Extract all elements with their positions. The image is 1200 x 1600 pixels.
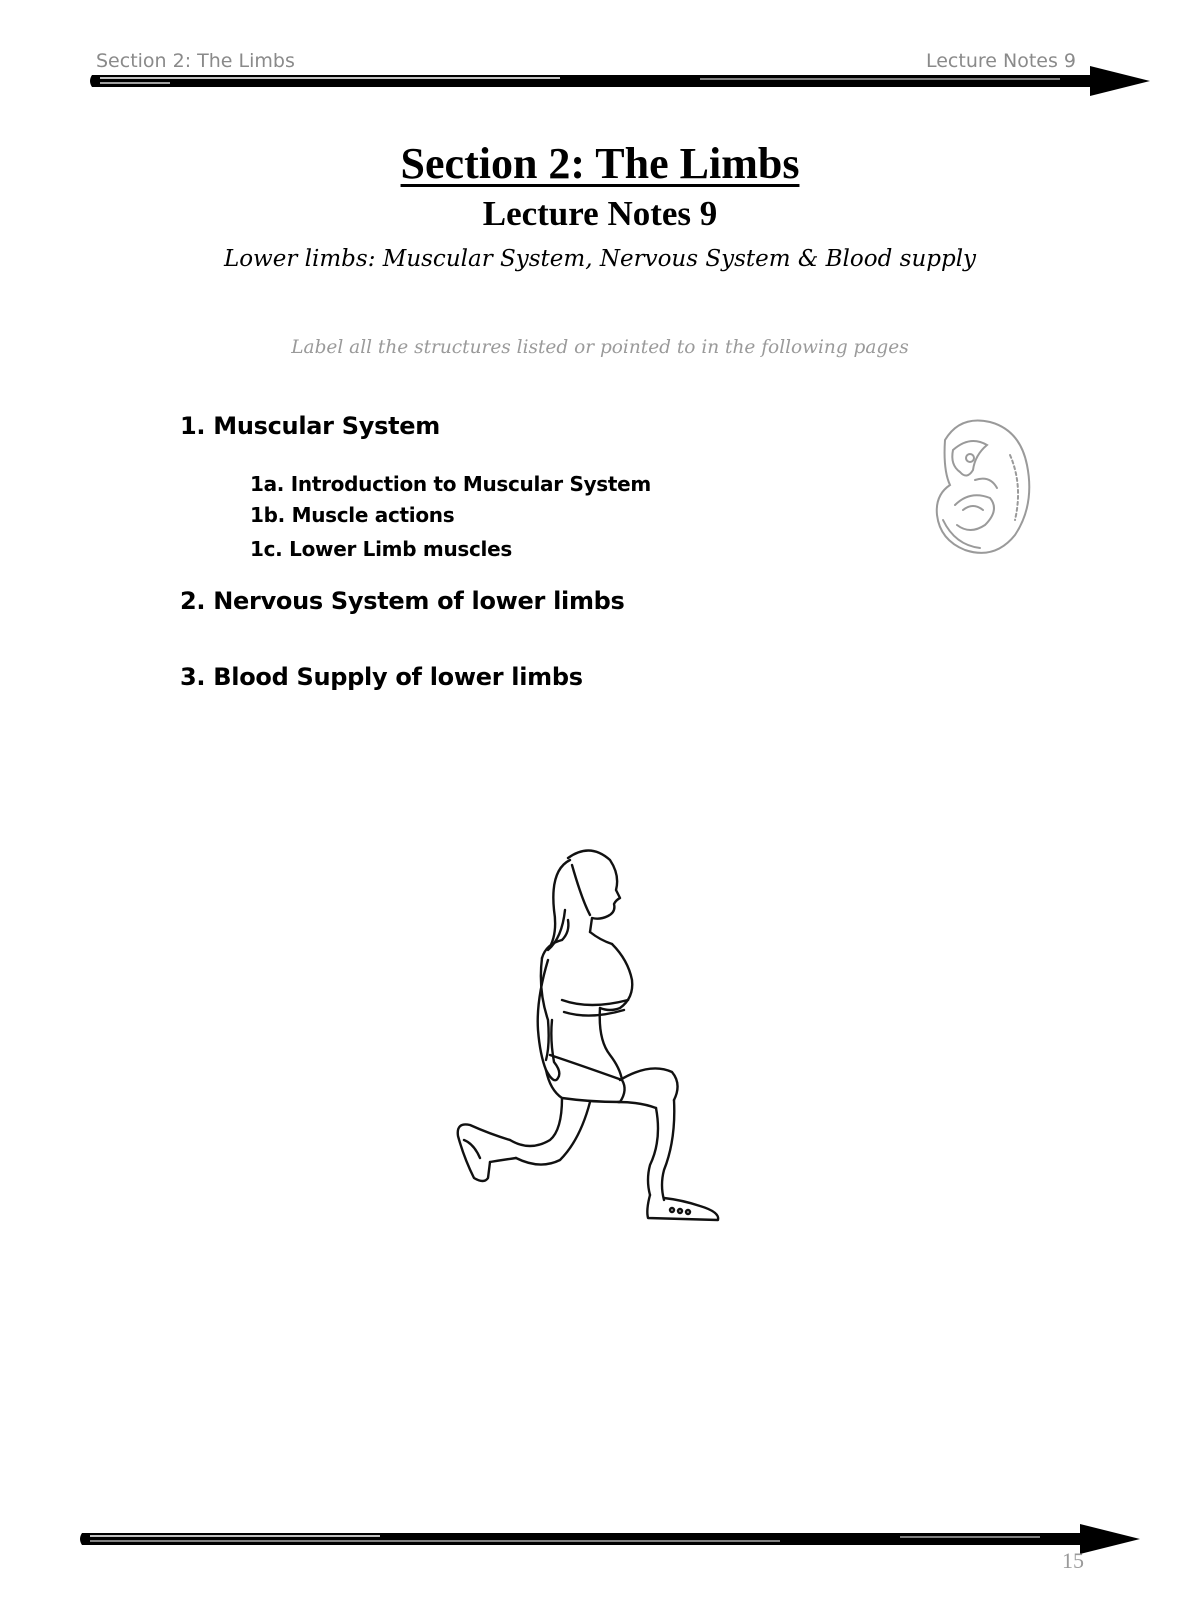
toc-sub-intro-muscular: 1a. Introduction to Muscular System [250, 472, 651, 496]
page-description: Lower limbs: Muscular System, Nervous System & Blood supply [223, 246, 977, 272]
header-arrow-rule [0, 66, 1200, 96]
instruction-text: Label all the structures listed or pointed to in the following pages [291, 337, 909, 358]
toc-sub-lower-limb-muscles: 1c. Lower Limb muscles [250, 537, 512, 561]
toc-item-nervous-system: 2. Nervous System of lower limbs [180, 587, 625, 615]
page-subtitle: Lecture Notes 9 [482, 194, 718, 233]
header-notes-label: Lecture Notes 9 [925, 50, 1076, 72]
page-title: Section 2: The Limbs [400, 139, 800, 188]
title-block [0, 138, 1200, 278]
toc-sub-muscle-actions: 1b. Muscle actions [250, 503, 455, 527]
footer-arrow-rule [0, 1524, 1200, 1554]
toc-item-muscular-system: 1. Muscular System [180, 412, 440, 440]
toc-item-blood-supply: 3. Blood Supply of lower limbs [180, 663, 583, 691]
page-number: 15 [1062, 1548, 1084, 1573]
embryo-icon [915, 410, 1050, 565]
lunge-figure-icon [450, 840, 760, 1250]
header-section-label: Section 2: The Limbs [96, 50, 295, 72]
